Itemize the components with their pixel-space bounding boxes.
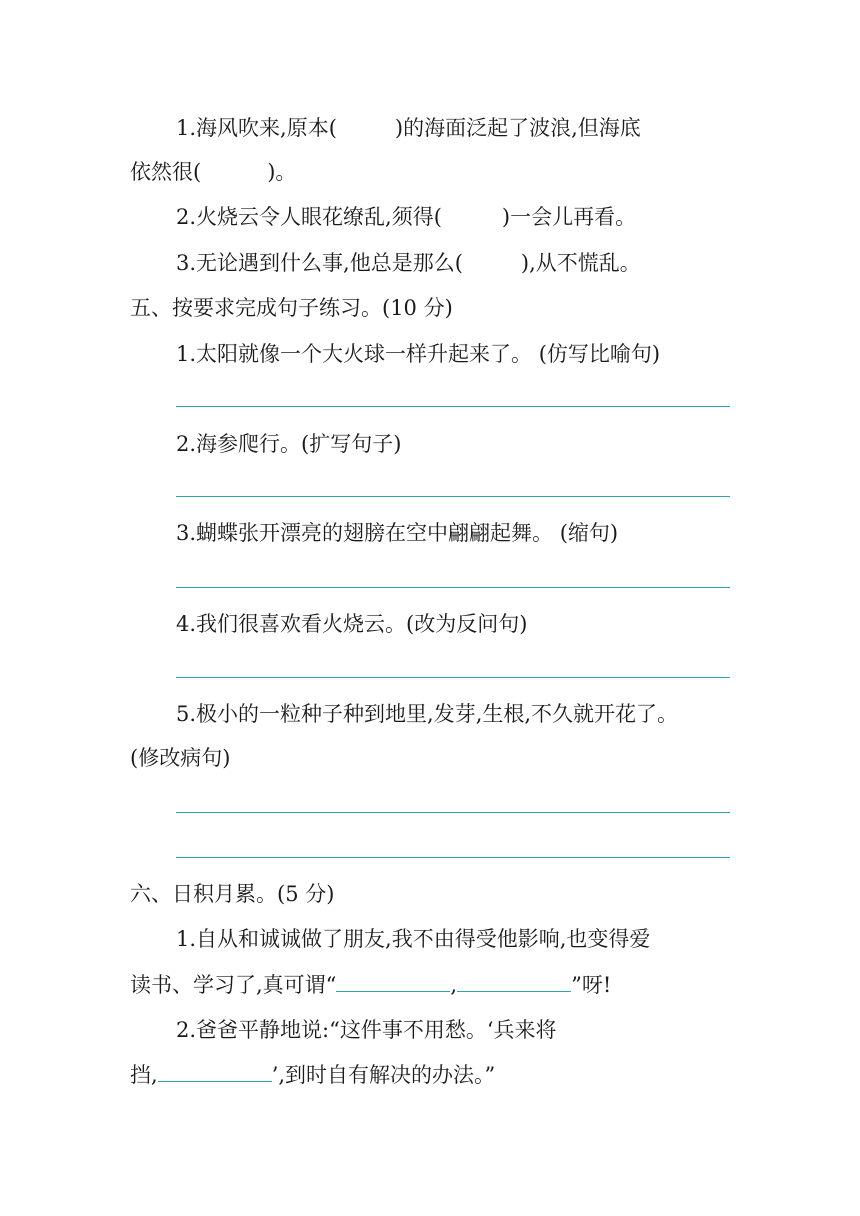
q4-3-text-b: ),从不慌乱。: [520, 251, 641, 275]
q5-item-3: 3.蝴蝶张开漂亮的翅膀在空中翩翩起舞。 (缩句): [176, 521, 619, 545]
q4-2-text-a: 2.火烧云令人眼花缭乱,须得(: [176, 205, 442, 229]
q5-item-5-cont: (修改病句): [130, 746, 231, 770]
q4-2-line: [176, 202, 636, 232]
answer-line-q5-4[interactable]: [176, 677, 730, 678]
q4-1-line2: [130, 157, 296, 187]
answer-line-q5-5a[interactable]: [176, 812, 730, 813]
q4-1-line1: [176, 113, 641, 143]
q5-item-4: 4.我们很喜欢看火烧云。(改为反问句): [176, 612, 528, 636]
section-five-heading: 五、按要求完成句子练习。(10 分): [130, 296, 453, 320]
q5-item-2: 2.海参爬行。(扩写句子): [176, 432, 402, 456]
q4-3-line: [176, 248, 641, 278]
q6-2-text-b: 挡,: [130, 1063, 158, 1087]
q4-1-text-d: )。: [267, 160, 297, 184]
q6-1-comma: ,: [450, 973, 458, 997]
q6-2-line1: 2.爸爸平静地说:“这件事不用愁。‘兵来将: [176, 1018, 557, 1042]
answer-line-q5-3[interactable]: [176, 587, 730, 588]
q4-2-text-b: )一会儿再看。: [501, 205, 637, 229]
q5-item-5: 5.极小的一粒种子种到地里,发芽,生根,不久就开花了。: [176, 702, 679, 726]
answer-line-q5-1[interactable]: [176, 406, 730, 407]
q4-3-text-a: 3.无论遇到什么事,他总是那么(: [176, 251, 463, 275]
q4-1-text-c: 依然很(: [130, 160, 202, 184]
section-six-heading: 六、日积月累。(5 分): [130, 882, 335, 906]
q6-2-text-c: ’,到时自有解决的办法。”: [271, 1063, 496, 1087]
blank-q6-2[interactable]: [158, 1059, 272, 1082]
q4-1-text-b: )的海面泛起了波浪,但海底: [394, 116, 641, 140]
q6-1-text-d: ”呀!: [571, 973, 612, 997]
q6-1-line2: [130, 969, 611, 999]
answer-line-q5-2[interactable]: [176, 496, 730, 497]
blank-q6-1-b[interactable]: [457, 969, 571, 992]
q6-1-line1: 1.自从和诚诚做了朋友,我不由得受他影响,也变得爱: [176, 927, 651, 951]
q6-1-text-b: 读书、学习了,真可谓“: [130, 973, 337, 997]
q6-2-line2: [130, 1059, 495, 1089]
q4-1-text-a: 1.海风吹来,原本(: [176, 116, 337, 140]
blank-q6-1-a[interactable]: [336, 969, 450, 992]
q5-item-1: 1.太阳就像一个大火球一样升起来了。 (仿写比喻句): [176, 342, 661, 366]
answer-line-q5-5b[interactable]: [176, 857, 730, 858]
